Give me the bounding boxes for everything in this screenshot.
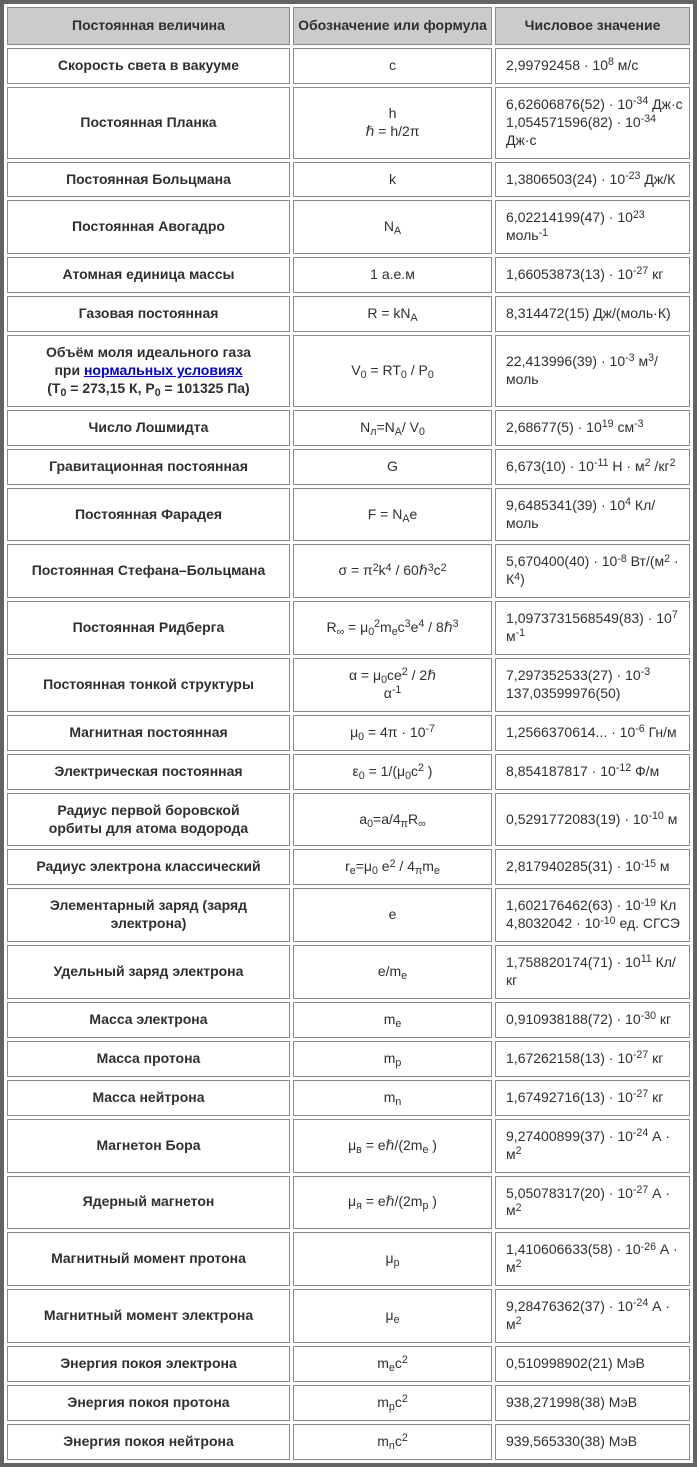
table-row	[7, 200, 690, 254]
table-row	[7, 1041, 690, 1077]
constant-name-cell: Энергия покоя нейтрона	[7, 1424, 290, 1460]
symbol-cell: $\sigma = \pi^2k^4$ / $60\hbar^3c^2$	[293, 544, 492, 598]
subscript: 0	[367, 817, 374, 830]
superscript: 3	[404, 618, 411, 631]
value-cell: $8,854187817 \cdot 10^{-12}$ Ф/м	[495, 754, 690, 790]
superscript: 3	[452, 618, 459, 631]
subscript: 0	[427, 368, 434, 381]
symbol-cell: $F = N_Аe$	[293, 488, 492, 542]
constant-name-cell: Электрическая постоянная	[7, 754, 290, 790]
symbol-cell: 1 а.е.м	[293, 257, 492, 293]
constant-name-cell: Магнитная постоянная	[7, 715, 290, 751]
table-row	[7, 1176, 690, 1230]
symbol-cell: $m_e$	[293, 1002, 492, 1038]
constant-name-cell: Постоянная тонкой структуры	[7, 658, 290, 712]
constant-name-cell: Постоянная Стефана–Больцмана	[7, 544, 290, 598]
subscript: л	[370, 425, 377, 438]
value-cell: 1,2566370614... · $10^{-6}$ Гн/м	[495, 715, 690, 751]
symbol-cell: $N_л=N_A/$ $V_0$	[293, 410, 492, 446]
symbol-cell: $\varepsilon_0 = 1/(\mu_0c^2$ )	[293, 754, 492, 790]
constant-name-cell: Энергия покоя протона	[7, 1385, 290, 1421]
value-cell: $0,5291772083(19) \cdot 10^{-10}$ м	[495, 793, 690, 847]
superscript: 11	[640, 953, 652, 966]
superscript: 19	[601, 418, 614, 430]
superscript: -3	[640, 666, 651, 679]
symbol-cell: $\mu_0 = 4\pi \cdot 10^{-7}$	[293, 715, 492, 751]
table-row	[7, 449, 690, 485]
constant-name-cell: Элементарный заряд (заряд электрона)	[7, 888, 290, 942]
superscript: -11	[593, 456, 609, 469]
constant-name-cell: Энергия покоя электрона	[7, 1346, 290, 1382]
symbol-cell: $m_pc^2$	[293, 1385, 492, 1421]
subscript: A	[394, 225, 402, 238]
constant-name-cell: Масса нейтрона	[7, 1080, 290, 1116]
table-row	[7, 1119, 690, 1173]
superscript: -1	[538, 226, 549, 239]
value-cell: $5,670400(40) \cdot 10^{-8}$ $Вт/(м^2 \cdot К^4)$	[495, 544, 690, 598]
constant-name-cell: Ядерный магнетон	[7, 1176, 290, 1230]
subscript: p	[388, 1400, 395, 1413]
superscript: -26	[640, 1240, 657, 1253]
subscript: n	[395, 1095, 402, 1108]
constant-name-cell: Магнитный момент электрона	[7, 1289, 290, 1343]
symbol-cell: $\mu_я$ = $e\hbar/(2m_p$ )	[293, 1176, 492, 1230]
subscript: 0	[400, 368, 407, 381]
superscript: -6	[635, 723, 645, 736]
constant-name-cell: Число Лошмидта	[7, 410, 290, 446]
constant-name-cell: Объём моля идеального газа при нормальных условиях ($T_0 = 273,15$ К, $P_0 = 101325$ Па)	[7, 335, 290, 407]
value-cell: $2,99792458 \cdot 10^8$ м/с	[495, 48, 690, 84]
subscript: p	[395, 1056, 402, 1069]
table-row	[7, 257, 690, 293]
superscript: 4	[385, 561, 392, 574]
superscript: -12	[615, 761, 632, 774]
superscript: 2	[644, 456, 651, 469]
symbol-cell: $a_0=a/4_\pi R_\infty$	[293, 793, 492, 847]
superscript: 2	[389, 857, 396, 870]
value-cell: 0,510998902(21) МэВ	[495, 1346, 690, 1382]
superscript: -34	[632, 95, 649, 108]
superscript: 2	[515, 1315, 522, 1328]
value-cell: $0,910938188(72) \cdot 10^{-30}$ кг	[495, 1002, 690, 1038]
value-cell: $1,602176462(63) \cdot 10^{-19}$ Кл $4,8032042 \cdot 10^{-10}$ ед. СГСЭ	[495, 888, 690, 942]
subscript: 0	[368, 626, 375, 639]
symbol-cell: $e/m_e$	[293, 945, 492, 999]
constant-name-cell: Постоянная Фарадея	[7, 488, 290, 542]
symbol-cell: $m_n$	[293, 1080, 492, 1116]
value-cell: 938,271998(38) МэВ	[495, 1385, 690, 1421]
table-row	[7, 48, 690, 84]
superscript: 2	[401, 1432, 408, 1444]
subscript: 0	[60, 386, 67, 399]
table-row	[7, 1289, 690, 1343]
subscript: ∞	[336, 626, 345, 639]
constant-name-cell: Радиус первой боровской орбиты для атома водорода	[7, 793, 290, 847]
superscript: -24	[632, 1126, 649, 1139]
constant-name-cell: Гравитационная постоянная	[7, 449, 290, 485]
subscript: 0	[371, 865, 378, 878]
symbol-cell: $\mu_p$	[293, 1232, 492, 1286]
superscript: 2	[374, 618, 381, 631]
superscript: -1	[391, 684, 402, 697]
superscript: 2	[515, 1258, 522, 1271]
subscript: e	[401, 970, 408, 983]
superscript: -27	[632, 1088, 649, 1101]
constant-name-cell: Газовая постоянная	[7, 296, 290, 332]
table-row	[7, 1385, 690, 1421]
superscript: -3	[634, 418, 644, 430]
value-cell: $1,0973731568549(83) \cdot 10^7$ $м^{-1}$	[495, 601, 690, 655]
table-row	[7, 888, 690, 942]
value-cell: $22,413996(39) \cdot 10^{-3}$ $м^3$/моль	[495, 335, 690, 407]
constant-name-cell: Постоянная Ридберга	[7, 601, 290, 655]
subscript: π	[400, 817, 408, 830]
normal-conditions-link[interactable]: нормальных условиях	[83, 361, 243, 378]
subscript: e	[393, 1314, 400, 1327]
table-row	[7, 1424, 690, 1460]
symbol-cell: $\mu_e$	[293, 1289, 492, 1343]
superscript: -19	[640, 896, 657, 909]
superscript: -27	[632, 1049, 649, 1062]
superscript: 4	[418, 618, 425, 631]
table-row	[7, 658, 690, 712]
table-row	[7, 410, 690, 446]
value-cell: $1,758820174(71) \cdot 10^{11}$ Кл/кг	[495, 945, 690, 999]
value-cell: $2,68677(5) \cdot 10^{19}$ $см^{-3}$	[495, 410, 690, 446]
header-numeric-value: Числовое значение	[495, 7, 690, 45]
table-row	[7, 1232, 690, 1286]
table-row	[7, 335, 690, 407]
subscript: e	[395, 1017, 402, 1030]
symbol-cell: $V_0 = RT_0 / P_0$	[293, 335, 492, 407]
superscript: 2	[440, 561, 447, 574]
value-cell: 939,565330(38) МэВ	[495, 1424, 690, 1460]
superscript: 2	[417, 761, 424, 774]
subscript: 0	[360, 368, 367, 381]
symbol-cell: $m_nc^2$	[293, 1424, 492, 1460]
subscript: 0	[418, 425, 425, 438]
subscript: e	[391, 626, 398, 639]
table-row	[7, 715, 690, 751]
subscript: я	[356, 1200, 362, 1213]
superscript: 2	[515, 1201, 522, 1214]
table-row	[7, 296, 690, 332]
header-symbol-formula: Обозначение или формула	[293, 7, 492, 45]
subscript: e	[433, 865, 440, 878]
symbol-cell: k	[293, 162, 492, 198]
superscript: 3	[427, 561, 434, 574]
constant-name-cell: Магнетон Бора	[7, 1119, 290, 1173]
table-row	[7, 754, 690, 790]
value-cell: $6,02214199(47) \cdot 10^{23}$ моль$^{-1}$	[495, 200, 690, 254]
value-cell: $6,62606876(52) \cdot 10^{-34}$ Дж·с $1,054571596(82) \cdot 10^{-34}$ Дж·с	[495, 87, 690, 159]
subscript: ∞	[418, 817, 426, 830]
value-cell: 8,314472(15) Дж/(моль·К)	[495, 296, 690, 332]
superscript: -8	[617, 552, 627, 565]
symbol-cell: $\alpha = \mu_0ce^2$ / 2ℏ $\alpha^{-1}$	[293, 658, 492, 712]
superscript: -23	[625, 169, 641, 182]
superscript: 3	[648, 352, 654, 365]
value-cell: $9,6485341(39) \cdot 10^4$ Кл/моль	[495, 488, 690, 542]
header-row	[7, 7, 690, 45]
value-cell: $1,66053873(13) \cdot 10^{-27}$ кг	[495, 257, 690, 293]
symbol-cell: G	[293, 449, 492, 485]
superscript: 8	[608, 56, 614, 69]
table-row	[7, 87, 690, 159]
superscript: 2	[401, 1354, 408, 1367]
symbol-cell: $R_\infty = \mu_0^2m_ec^3e^4$ / 8ℏ$^3$	[293, 601, 492, 655]
table-row	[7, 1346, 690, 1382]
subscript: e	[349, 865, 356, 878]
subscript: e	[422, 1143, 429, 1156]
constant-name-cell: Постоянная Авогадро	[7, 200, 290, 254]
header-constant-name: Постоянная величина	[7, 7, 290, 45]
value-cell: $1,3806503(24) \cdot 10^{-23}$ Дж/К	[495, 162, 690, 198]
superscript: -3	[625, 352, 635, 365]
constant-name-cell: Магнитный момент протона	[7, 1232, 290, 1286]
constant-name-cell: Атомная единица массы	[7, 257, 290, 293]
subscript: 0	[358, 769, 365, 782]
constant-name-cell: Радиус электрона классический	[7, 849, 290, 885]
table-row	[7, 601, 690, 655]
superscript: 7	[671, 609, 678, 622]
subscript: A	[410, 312, 418, 325]
superscript: 2	[401, 666, 408, 679]
subscript: в	[356, 1143, 362, 1156]
superscript: -30	[640, 1010, 657, 1023]
table-row	[7, 1002, 690, 1038]
table-row	[7, 849, 690, 885]
subscript: А	[402, 512, 410, 525]
value-cell: $9,27400899(37) \cdot 10^{-24}$ $А \cdot м^2$	[495, 1119, 690, 1173]
superscript: -34	[640, 112, 657, 125]
constant-name-cell: Масса протона	[7, 1041, 290, 1077]
superscript: 2	[669, 456, 676, 469]
constant-name-cell: Постоянная Больцмана	[7, 162, 290, 198]
superscript: 2	[401, 1393, 408, 1406]
superscript: 2	[515, 1144, 522, 1157]
symbol-cell: $N_A$	[293, 200, 492, 254]
superscript: -24	[632, 1297, 649, 1310]
symbol-cell: c	[293, 48, 492, 84]
table-row	[7, 488, 690, 542]
table-row	[7, 162, 690, 198]
superscript: -7	[425, 723, 435, 736]
symbol-cell: $\mu_в$ = $e\hbar/(2m_e$ )	[293, 1119, 492, 1173]
subscript: 0	[381, 674, 387, 686]
superscript: -27	[632, 1183, 649, 1196]
subscript: 0	[405, 769, 411, 782]
superscript: -10	[648, 809, 664, 822]
constant-name-cell: Удельный заряд электрона	[7, 945, 290, 999]
constant-name-cell: Масса электрона	[7, 1002, 290, 1038]
value-cell: $1,410606633(58) \cdot 10^{-26}$ $А \cdot м^2$	[495, 1232, 690, 1286]
subscript: π	[414, 865, 423, 878]
superscript: 23	[632, 208, 645, 221]
table-row	[7, 1080, 690, 1116]
value-cell: $6,673(10) \cdot 10^{-11}$ $Н \cdot м^2$ $/кг^2$	[495, 449, 690, 485]
symbol-cell: $R = kN_A$	[293, 296, 492, 332]
value-cell: $2,817940285(31) \cdot 10^{-15}$ м	[495, 849, 690, 885]
subscript: n	[388, 1439, 395, 1452]
subscript: e	[388, 1361, 395, 1374]
value-cell: $7,297352533(27) \cdot 10^{-3}$ 137,03599976(50)	[495, 658, 690, 712]
table-row	[7, 945, 690, 999]
symbol-cell: h ℏ = h/2π	[293, 87, 492, 159]
superscript: 4	[514, 570, 521, 583]
subscript: p	[393, 1257, 400, 1270]
value-cell: $1,67262158(13) \cdot 10^{-27}$ кг	[495, 1041, 690, 1077]
subscript: p	[422, 1200, 429, 1213]
subscript: 0	[154, 386, 161, 399]
value-cell: $9,28476362(37) \cdot 10^{-24}$ $А \cdot м^2$	[495, 1289, 690, 1343]
constant-name-cell: Скорость света в вакууме	[7, 48, 290, 84]
symbol-cell: $m_p$	[293, 1041, 492, 1077]
symbol-cell: e	[293, 888, 492, 942]
constant-name-cell: Постоянная Планка	[7, 87, 290, 159]
subscript: 0	[358, 730, 365, 743]
superscript: -15	[640, 857, 657, 870]
subscript: A	[394, 425, 402, 438]
table-row	[7, 793, 690, 847]
superscript: -10	[600, 914, 616, 927]
table-row	[7, 544, 690, 598]
superscript: 4	[625, 495, 632, 508]
value-cell: $5,05078317(20) \cdot 10^{-27}$ $А \cdot м^2$	[495, 1176, 690, 1230]
value-cell: $1,67492716(13) \cdot 10^{-27}$ кг	[495, 1080, 690, 1116]
superscript: 2	[372, 561, 379, 574]
symbol-cell: $r_e=\mu_0$ $e^2 / 4_\pi m_e$	[293, 849, 492, 885]
superscript: 2	[664, 552, 671, 565]
superscript: -1	[515, 627, 526, 640]
superscript: -27	[632, 265, 649, 278]
symbol-cell: $m_ec^2$	[293, 1346, 492, 1382]
